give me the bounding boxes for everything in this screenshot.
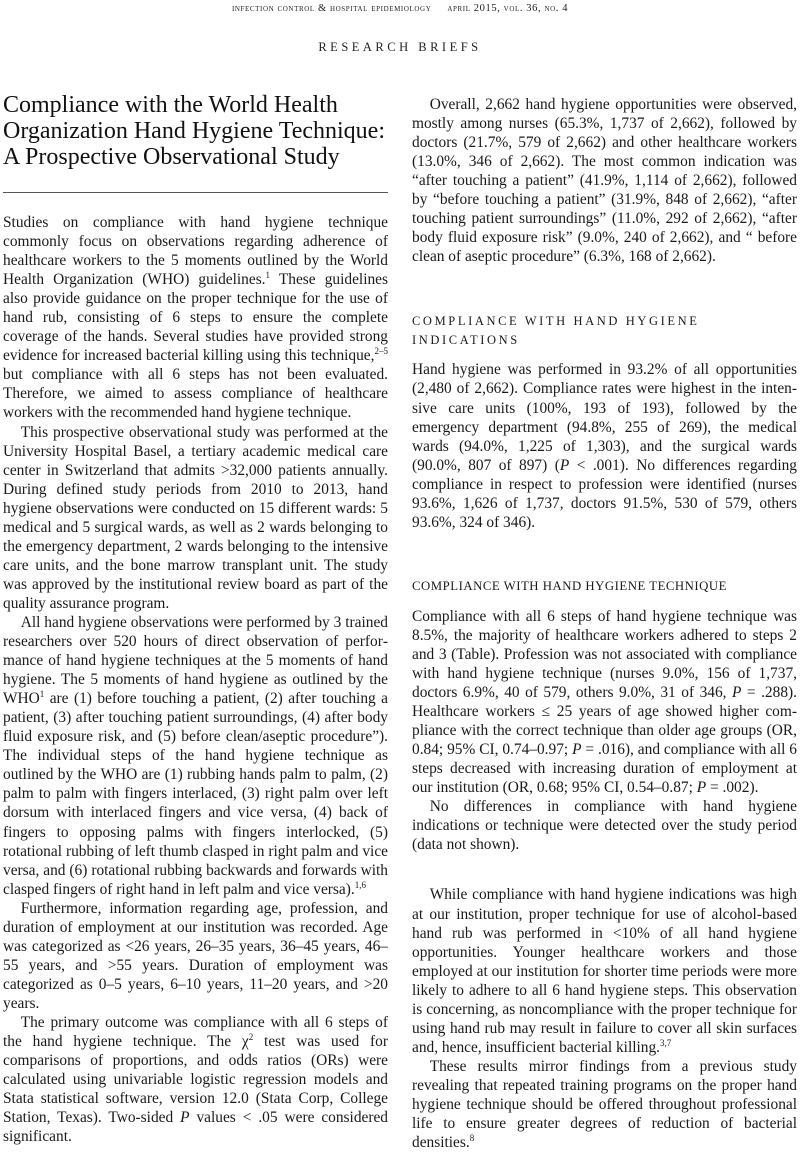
citation: 8 bbox=[469, 1133, 475, 1144]
citation: 1,6 bbox=[354, 879, 366, 890]
methods-variables-paragraph: Furthermore, information regarding age, profession, and duration of employment at our institution was recorded. Age was categorized as <26 years, 26–35 years, 36–45 years, 46–55 years, and >55 years. Duration of employment was categorized as 0–5 years, 6–10 years, 11–20 years, and >20 years. bbox=[3, 899, 388, 1012]
heading-technique: COMPLIANCE WITH HAND HYGIENE TECHNIQUE bbox=[412, 578, 727, 593]
journal-name: infection control & hospital epidemiology bbox=[231, 3, 432, 14]
methods-setting-paragraph: This prospective observational study was performed at the University Hospital Basel, a tertiary academic medical care center in Switzerland that admits >32,000 patients annually. During defined study periods from 2010 to 2013, hand hygiene observations were conducted on 15 different wards: 5 medical and 5 surgical wards, as well as 2 wards belonging to the emergency department, 2 wards belonging to the intensive care units, and the bone marrow transplant unit. The study was approved by the institutional review board as part of the quality assurance program. bbox=[3, 423, 388, 612]
title-divider bbox=[3, 192, 388, 193]
section-label: RESEARCH BRIEFS bbox=[318, 40, 482, 54]
running-head bbox=[0, 3, 800, 14]
right-column bbox=[412, 95, 797, 1152]
discussion-paragraph: While compliance with hand hygiene indications was high at our institution, proper technique for use of alcohol-based hand rub was performed in <10% of all hand hygiene opportunities. Younger healthcare workers and those employed at our institution for shorter time periods were more likely to adhere to all 6 hand hygiene steps. This observation is concerning, as noncompliance with the proper technique for using hand rub may result in failure to cover all skin surfaces and, hence, insufficient bacterial killing.$^{3,7}$ bbox=[412, 886, 797, 1056]
citation: 2–5 bbox=[374, 346, 388, 357]
results-indications-paragraph: Hand hygiene was performed in 93.2% of all opportunities (2,480 of 2,662). Compliance rates were highest in the intensive care units (100%, 193 of 193), followed by the emergency department (94.8%, 255 of 269), the medical wards (94.0%, 1,225 of 1,303), and the surgical wards (90.0%, 807 of 897) (P < .001). No differences regarding compliance in respect to profession were identified (nurses 93.6%, 1,626 of 1,737, doctors 91.5%, 530 of 579, others 93.6%, 324 of 346). bbox=[412, 361, 797, 531]
results-period-paragraph: No differences in compliance with hand hygiene indications or technique were detected over the study period (data not shown). bbox=[412, 798, 797, 854]
discussion-training-paragraph: These results mirror findings from a previous study revealing that repeated training programs on the proper hand hygiene technique should be offered throughout professional life to ensure greater degrees of reduction of bacterial densities.$^8$ bbox=[412, 1057, 797, 1152]
methods-statistics-paragraph: The primary outcome was compliance with all 6 steps of the hand hygiene technique. The $\chi^2$ test was used for comparisons of proportions, and odds ratios (ORs) were calculated using univariable logistic regression models and Stata statistical software, version 12.0 (Stata Corp, College Station, Texas). Two-sided P values < .05 were considered significant. bbox=[3, 1013, 388, 1146]
article-title: Compliance with the World Health Organization Hand Hygiene Technique: A Prospective Observational Study bbox=[3, 92, 385, 170]
citation: 3,7 bbox=[660, 1037, 672, 1048]
intro-paragraph: Studies on compliance with hand hygiene technique commonly focus on observations regarding adherence of healthcare workers to the 5 moments outlined by the World Health Organization (WHO) guidelines.$^1$ These guidelines also provide guidance on the proper technique for the use of hand rub, consisting of 6 steps to ensure the complete coverage of the hands. Several studies have provided strong evidence for increased bacterial killing using this technique,$^{2-5}$ but compliance with all 6 steps has not been evaluated. Therefore, we aimed to assess compliance of healthcare workers with the recommended hand hygiene technique. bbox=[3, 214, 388, 422]
citation: 1 bbox=[39, 689, 45, 700]
methods-observation-paragraph: All hand hygiene observations were performed by 3 trained researchers over 520 hours of direct observation of performance of hand hygiene techniques at the 5 moments of hand hygiene. The 5 moments of hand hygiene as outlined by the WHO$^1$ are (1) before touching a patient, (2) after touching a patient, (3) after touching patient surroundings, (4) after body fluid exposure risk, and (5) before clean/aseptic procedure”). The individual steps of the hand hygiene technique as outlined by the WHO are (1) rubbing hands palm to palm, (2) palm to palm with fingers interlaced, (3) right palm over left dorsum with interlaced fingers and vice versa, (4) back of fingers to opposing palms with fingers interlocked, (5) rotational rubbing of left thumb clasped in right palm and vice versa, and (6) rotational rubbing backwards and forwards with clasped fingers of right hand in left palm and vice versa).$^{1,6}$ bbox=[3, 613, 388, 898]
left-column bbox=[3, 92, 388, 1146]
results-technique-paragraph: Compliance with all 6 steps of hand hygiene technique was 8.5%, the majority of healthcare workers adhered to steps 2 and 3 (Table). Profession was not associated with compliance with hand hygiene technique (nurses 9.0%, 156 of 1,737, doctors 6.9%, 40 of 579, others 9.0%, 31 of 346, P = .288). Healthcare workers ≤ 25 years of age showed higher compliance with the correct technique than older age groups (OR, 0.84; 95% CI, 0.74–0.97; P = .016), and compliance with all 6 steps decreased with increasing duration of employment at our institution (OR, 0.68; 95% CI, 0.54–0.87; P = .002). bbox=[412, 607, 797, 797]
heading-indications: COMPLIANCE WITH HAND HYGIENE INDICATIONS bbox=[412, 314, 700, 348]
citation: 1 bbox=[265, 270, 271, 281]
results-overview-paragraph: Overall, 2,662 hand hygiene opportunities were observed, mostly among nurses (65.3%, 1,737 of 2,662), followed by doctors (21.7%, 579 of 2,662) and other healthcare workers (13.0%, 346 of 2,662). The most common indication was “after touching a patient” (41.9%, 1,114 of 2,662), followed by “before touching a patient” (31.9%, 848 of 2,662), “after touching patient surroundings” (11.0%, 292 of 2,662), “after body fluid exposure risk” (9.0%, 240 of 2,662), and “ before clean of aseptic procedure” (6.3%, 168 of 2,662). bbox=[412, 96, 797, 266]
issue-info: april 2015, vol. 36, no. 4 bbox=[447, 3, 569, 14]
